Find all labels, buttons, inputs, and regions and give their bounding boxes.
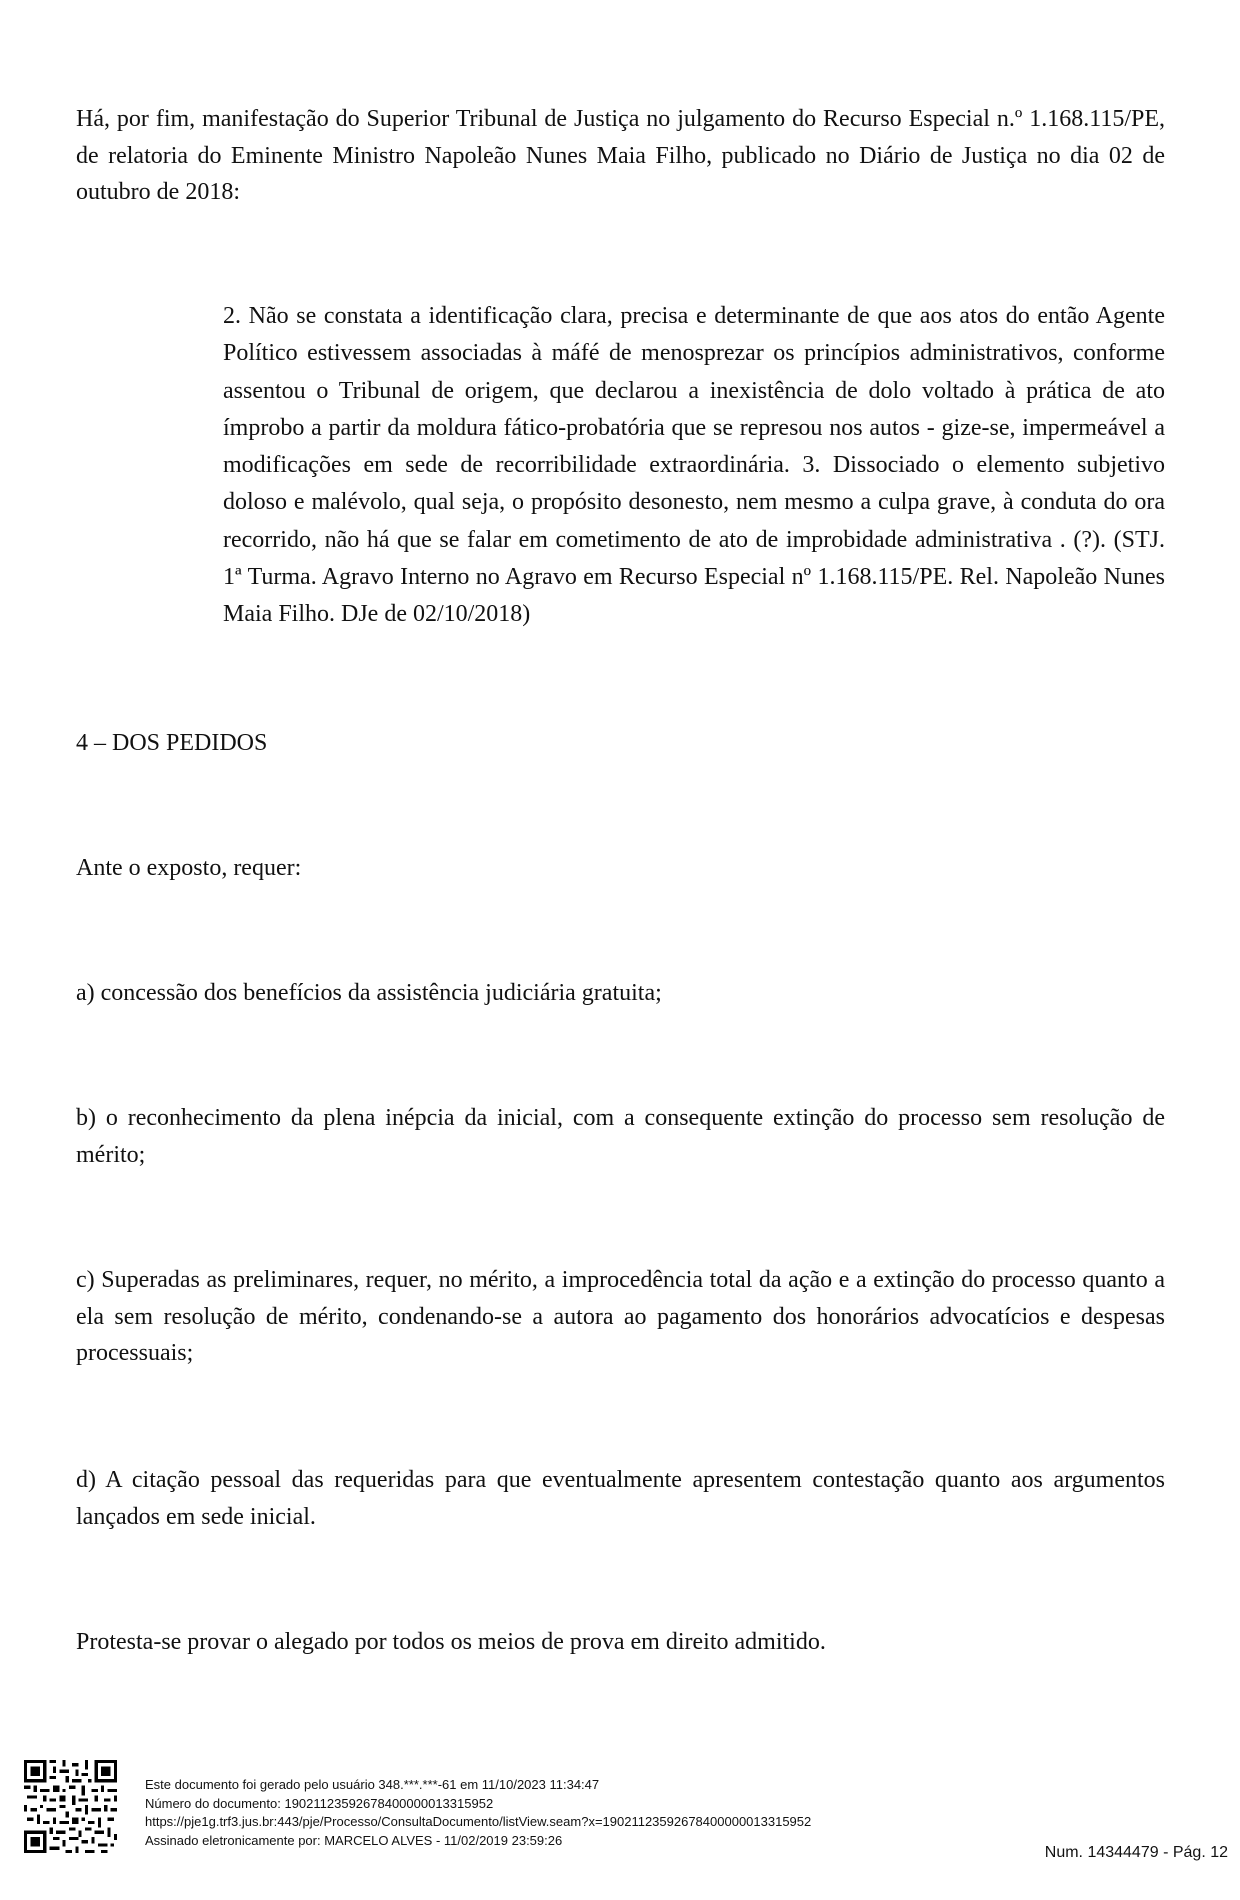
- request-a: a) concessão dos benefícios da assistência judiciária gratuita;: [76, 980, 662, 1006]
- qr-code-icon: [24, 1760, 117, 1853]
- request-c: c) Superadas as preliminares, requer, no mérito, a improcedência total da ação e a extinção do processo quanto a ela sem resolução de mérito, condenando-se a autora ao pagamento dos honorários advocatícios e despesas processuais;: [76, 1267, 1165, 1366]
- page-number: Num. 14344479 - Pág. 12: [1044, 1844, 1228, 1861]
- request-d: d) A citação pessoal das requeridas para que eventualmente apresentem contestação quanto aos argumentos lançados em sede inicial.: [76, 1467, 1165, 1530]
- footer-metadata: [145, 1776, 811, 1850]
- lead-in-text: Ante o exposto, requer:: [76, 855, 302, 881]
- intro-paragraph: Há, por fim, manifestação do Superior Tribunal de Justiça no julgamento do Recurso Especial n.º 1.168.115/PE, de relatoria do Eminente Ministro Napoleão Nunes Maia Filho, publicado no Diário de Justiça no dia 02 de outubro de 2018:: [76, 106, 1165, 205]
- closing-statement: Protesta-se provar o alegado por todos os meios de prova em direito admitido.: [76, 1629, 826, 1655]
- document-footer: [0, 1760, 1240, 1900]
- section-heading: 4 – DOS PEDIDOS: [76, 730, 268, 756]
- footer-document-number: Número do documento: 19021123592678400000013315952: [145, 1795, 494, 1811]
- jurisprudence-quote: 2. Não se constata a identificação clara, precisa e determinante de que aos atos do então Agente Político estivessem associadas à máfé de menosprezar os princípios administrativos, conforme assentou o Tribunal de origem, que declarou a inexistência de dolo voltado à prática de ato ímprobo a partir da moldura fático-probatória que se represou nos autos - gize-se, impermeável a modificações em sede de recorribilidade extraordinária. 3. Dissociado o elemento subjetivo doloso e malévolo, qual seja, o propósito desonesto, nem mesmo a culpa grave, à conduta do ora recorrido, não há que se falar em cometimento de ato de improbidade administrativa . (?). (STJ. 1ª Turma. Agravo Interno no Agravo em Recurso Especial nº 1.168.115/PE. Rel. Napoleão Nunes Maia Filho. DJe de 02/10/2018): [223, 303, 1165, 628]
- footer-document-url[interactable]: https://pje1g.trf3.jus.br:443/pje/Processo/ConsultaDocumento/listView.seam?x=19021123592678400000013315952: [145, 1814, 812, 1829]
- request-b: b) o reconhecimento da plena inépcia da inicial, com a consequente extinção do processo sem resolução de mérito;: [76, 1105, 1165, 1168]
- footer-generated-by: Este documento foi gerado pelo usuário 348.***.***-61 em 11/10/2023 11:34:47: [145, 1777, 600, 1792]
- footer-signed-by: Assinado eletronicamente por: MARCELO ALVES - 11/02/2019 23:59:26: [145, 1832, 563, 1848]
